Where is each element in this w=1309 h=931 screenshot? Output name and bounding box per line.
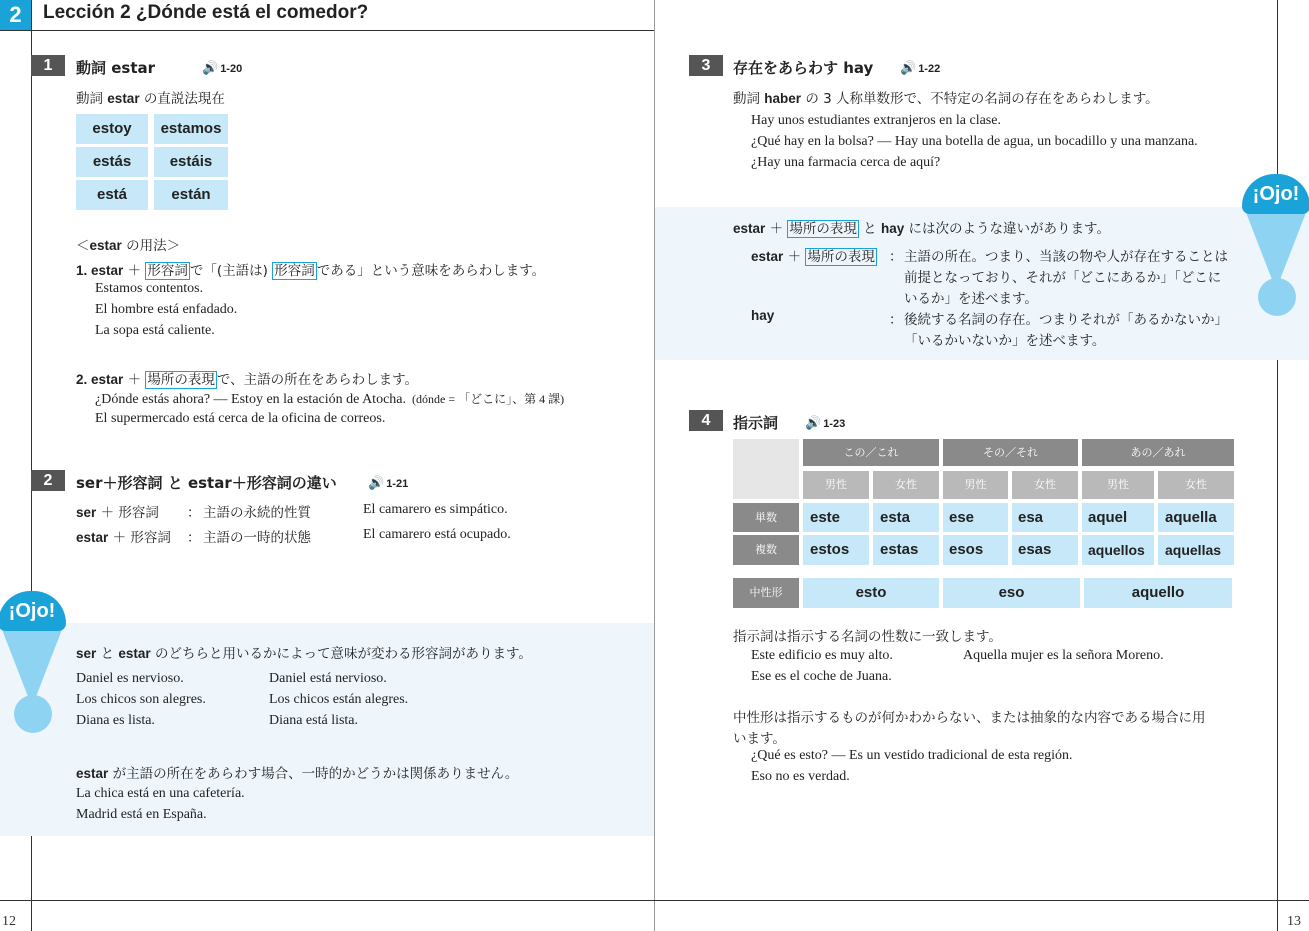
- example-line: Hay unos estudiantes extranjeros en la clase.: [751, 113, 1001, 128]
- gender-header: 男性: [1082, 471, 1154, 499]
- section-4-note-2: 中性形は指示するものが何かわからない、または抽象的な内容である場合に用: [733, 710, 1206, 726]
- demonstrative-cell: esas: [1012, 535, 1078, 565]
- page-number-left: 12: [2, 914, 16, 929]
- ojo-label: ¡Ojo!: [1242, 174, 1309, 214]
- demonstrative-cell: estas: [873, 535, 939, 565]
- conj-cell: está: [76, 180, 148, 210]
- demonstrative-cell: esta: [873, 503, 939, 532]
- audio-track: 1-20: [220, 63, 243, 75]
- ojo-note-2: estar が主語の所在をあらわす場合、一時的かどうかは関係ありません。: [76, 766, 519, 782]
- ojo-marker-left: [0, 591, 66, 741]
- group-header: あの／あれ: [1082, 439, 1234, 466]
- ojo-right-text: 「いるかいないか」を述べます。: [904, 333, 1106, 349]
- section-3-audio[interactable]: [900, 60, 940, 76]
- example-line: Eso no es verdad.: [751, 769, 850, 784]
- lesson-title: Lección 2 ¿Dónde está el comedor?: [43, 2, 369, 23]
- ojo-dot: [1258, 278, 1296, 316]
- example-line: El camarero está ocupado.: [363, 527, 511, 542]
- example-line: Los chicos son alegres.: [76, 692, 206, 707]
- conj-cell: estamos: [154, 114, 228, 144]
- example-line: Aquella mujer es la señora Moreno.: [963, 648, 1164, 663]
- footer-rule: [0, 900, 1309, 901]
- lesson-number-badge: 2: [0, 0, 31, 30]
- example-line: El hombre está enfadado.: [95, 302, 238, 317]
- group-header: その／それ: [943, 439, 1078, 466]
- ojo-label: ¡Ojo!: [0, 591, 66, 631]
- demonstrative-cell: este: [803, 503, 869, 532]
- demonstrative-cell: aquel: [1082, 503, 1154, 532]
- audio-track: 1-22: [918, 63, 941, 75]
- ojo-right-colon: ：: [889, 312, 903, 328]
- neuter-cell: aquello: [1084, 578, 1232, 608]
- section-4-title: 指示詞: [733, 414, 779, 432]
- group-header: この／これ: [803, 439, 939, 466]
- example-line: El camarero es simpático.: [363, 502, 508, 517]
- ojo-right-colon: ：: [889, 249, 903, 265]
- example-line: Diana es lista.: [76, 713, 155, 728]
- section-1-title: 動詞 estar: [76, 59, 156, 77]
- section-3-desc: 動詞 haber の 3 人称単数形で、不特定の名詞の存在をあらわします。: [733, 91, 1159, 107]
- example-line: Diana está lista.: [269, 713, 359, 728]
- section-2-title: ser＋形容詞 と estar＋形容詞の違い: [76, 474, 337, 492]
- ser-estar-meaning: 主語の一時的状態: [203, 530, 311, 546]
- conj-cell: estás: [76, 147, 148, 177]
- section-2-audio[interactable]: [368, 475, 408, 491]
- section-4-note-2-cont: います。: [733, 731, 786, 747]
- example-line: El supermercado está cerca de la oficina de correos.: [95, 411, 386, 426]
- example-line: La sopa está caliente.: [95, 323, 215, 338]
- page-number-right: 13: [1287, 914, 1301, 929]
- section-3-badge: 3: [689, 55, 723, 76]
- section-4-badge: 4: [689, 410, 723, 431]
- gender-header: 男性: [803, 471, 869, 499]
- ser-estar-row: estar ＋ 形容詞: [76, 530, 171, 546]
- example-line: La chica está en una cafetería.: [76, 786, 245, 801]
- example-line: ¿Hay una farmacia cerca de aquí?: [751, 155, 941, 170]
- ojo-right-text: 主語の所在。つまり、当該の物や人が存在することは: [904, 249, 1228, 265]
- example-line: Daniel está nervioso.: [269, 671, 387, 686]
- gender-header: 男性: [943, 471, 1008, 499]
- row-label: 単数: [733, 503, 799, 532]
- ojo-right-row-2-label: hay: [751, 308, 775, 323]
- example-line: ¿Qué hay en la bolsa? — Hay una botella de agua, un bocadillo y una manzana.: [751, 134, 1198, 149]
- speaker-icon: 🔊: [900, 60, 917, 75]
- ojo-right-heading: estar ＋ 場所の表現 と hay には次のような違いがあります。: [733, 221, 1110, 237]
- ser-estar-colon: ：: [187, 505, 201, 521]
- ser-estar-colon: ：: [187, 530, 201, 546]
- demonstrative-cell: aquella: [1158, 503, 1234, 532]
- table-corner: [733, 439, 799, 499]
- section-4-audio[interactable]: [805, 415, 845, 431]
- gender-header: 女性: [873, 471, 939, 499]
- gender-header: 女性: [1158, 471, 1234, 499]
- section-2-badge: 2: [31, 470, 65, 491]
- ojo-marker-right: [1242, 174, 1309, 324]
- section-3-title: 存在をあらわす hay: [733, 59, 874, 77]
- conj-cell: están: [154, 180, 228, 210]
- ser-estar-meaning: 主語の永続的性質: [203, 505, 311, 521]
- example-line: Este edificio es muy alto.: [751, 648, 893, 663]
- speaker-icon: 🔊: [368, 475, 385, 490]
- row-label: 複数: [733, 535, 799, 565]
- speaker-icon: 🔊: [202, 60, 219, 75]
- example-line: Madrid está en España.: [76, 807, 207, 822]
- demonstrative-cell: esos: [943, 535, 1008, 565]
- usage-heading: ＜estar の用法＞: [76, 238, 181, 254]
- example-line: Estamos contentos.: [95, 281, 204, 296]
- example-line: Daniel es nervioso.: [76, 671, 184, 686]
- neuter-cell: esto: [803, 578, 939, 608]
- speaker-icon: 🔊: [805, 415, 822, 430]
- gutter-line: [654, 0, 655, 931]
- example-line: ¿Dónde estás ahora? — Estoy en la estación de Atocha. (dónde = 「どこに」、第 4 課): [95, 392, 565, 407]
- example-line: Los chicos están alegres.: [269, 692, 409, 707]
- row-label: 中性形: [733, 578, 799, 608]
- section-1-subtitle: 動詞 estar の直説法現在: [76, 91, 225, 107]
- ser-estar-row: ser ＋ 形容詞: [76, 505, 159, 521]
- usage-2: 2. estar ＋ 場所の表現 で、主語の所在をあらわします。: [76, 372, 419, 388]
- conj-cell: estoy: [76, 114, 148, 144]
- ojo-dot: [14, 695, 52, 733]
- demonstrative-cell: esa: [1012, 503, 1078, 532]
- section-4-note-1: 指示詞は指示する名詞の性数に一致します。: [733, 629, 1002, 645]
- usage-1: 1. estar ＋ 形容詞 で「(主語は) 形容詞 である」という意味をあらわします。: [76, 263, 546, 279]
- gender-header: 女性: [1012, 471, 1078, 499]
- ojo-note-1: ser と estar のどちらと用いるかによって意味が変わる形容詞があります。: [76, 646, 532, 662]
- section-1-badge: 1: [31, 55, 65, 76]
- audio-track: 1-21: [386, 478, 409, 490]
- ojo-right-text: 前提となっており、それが「どこにあるか」「どこに: [904, 270, 1222, 286]
- neuter-cell: eso: [943, 578, 1080, 608]
- ojo-right-text: いるか」を述べます。: [904, 291, 1038, 307]
- demonstrative-cell: aquellas: [1158, 535, 1234, 565]
- section-1-audio[interactable]: [202, 60, 242, 76]
- ojo-right-row-1-label: estar ＋ 場所の表現: [751, 249, 875, 265]
- audio-track: 1-23: [823, 418, 846, 430]
- demonstrative-cell: estos: [803, 535, 869, 565]
- right-margin-line: [1277, 0, 1278, 931]
- header-rule: [0, 30, 654, 31]
- example-line: Ese es el coche de Juana.: [751, 669, 892, 684]
- demonstrative-cell: aquellos: [1082, 535, 1154, 565]
- conj-cell: estáis: [154, 147, 228, 177]
- example-line: ¿Qué es esto? — Es un vestido tradicional de esta región.: [751, 748, 1073, 763]
- demonstrative-cell: ese: [943, 503, 1008, 532]
- ojo-right-text: 後続する名詞の存在。つまりそれが「あるかないか」: [904, 312, 1228, 328]
